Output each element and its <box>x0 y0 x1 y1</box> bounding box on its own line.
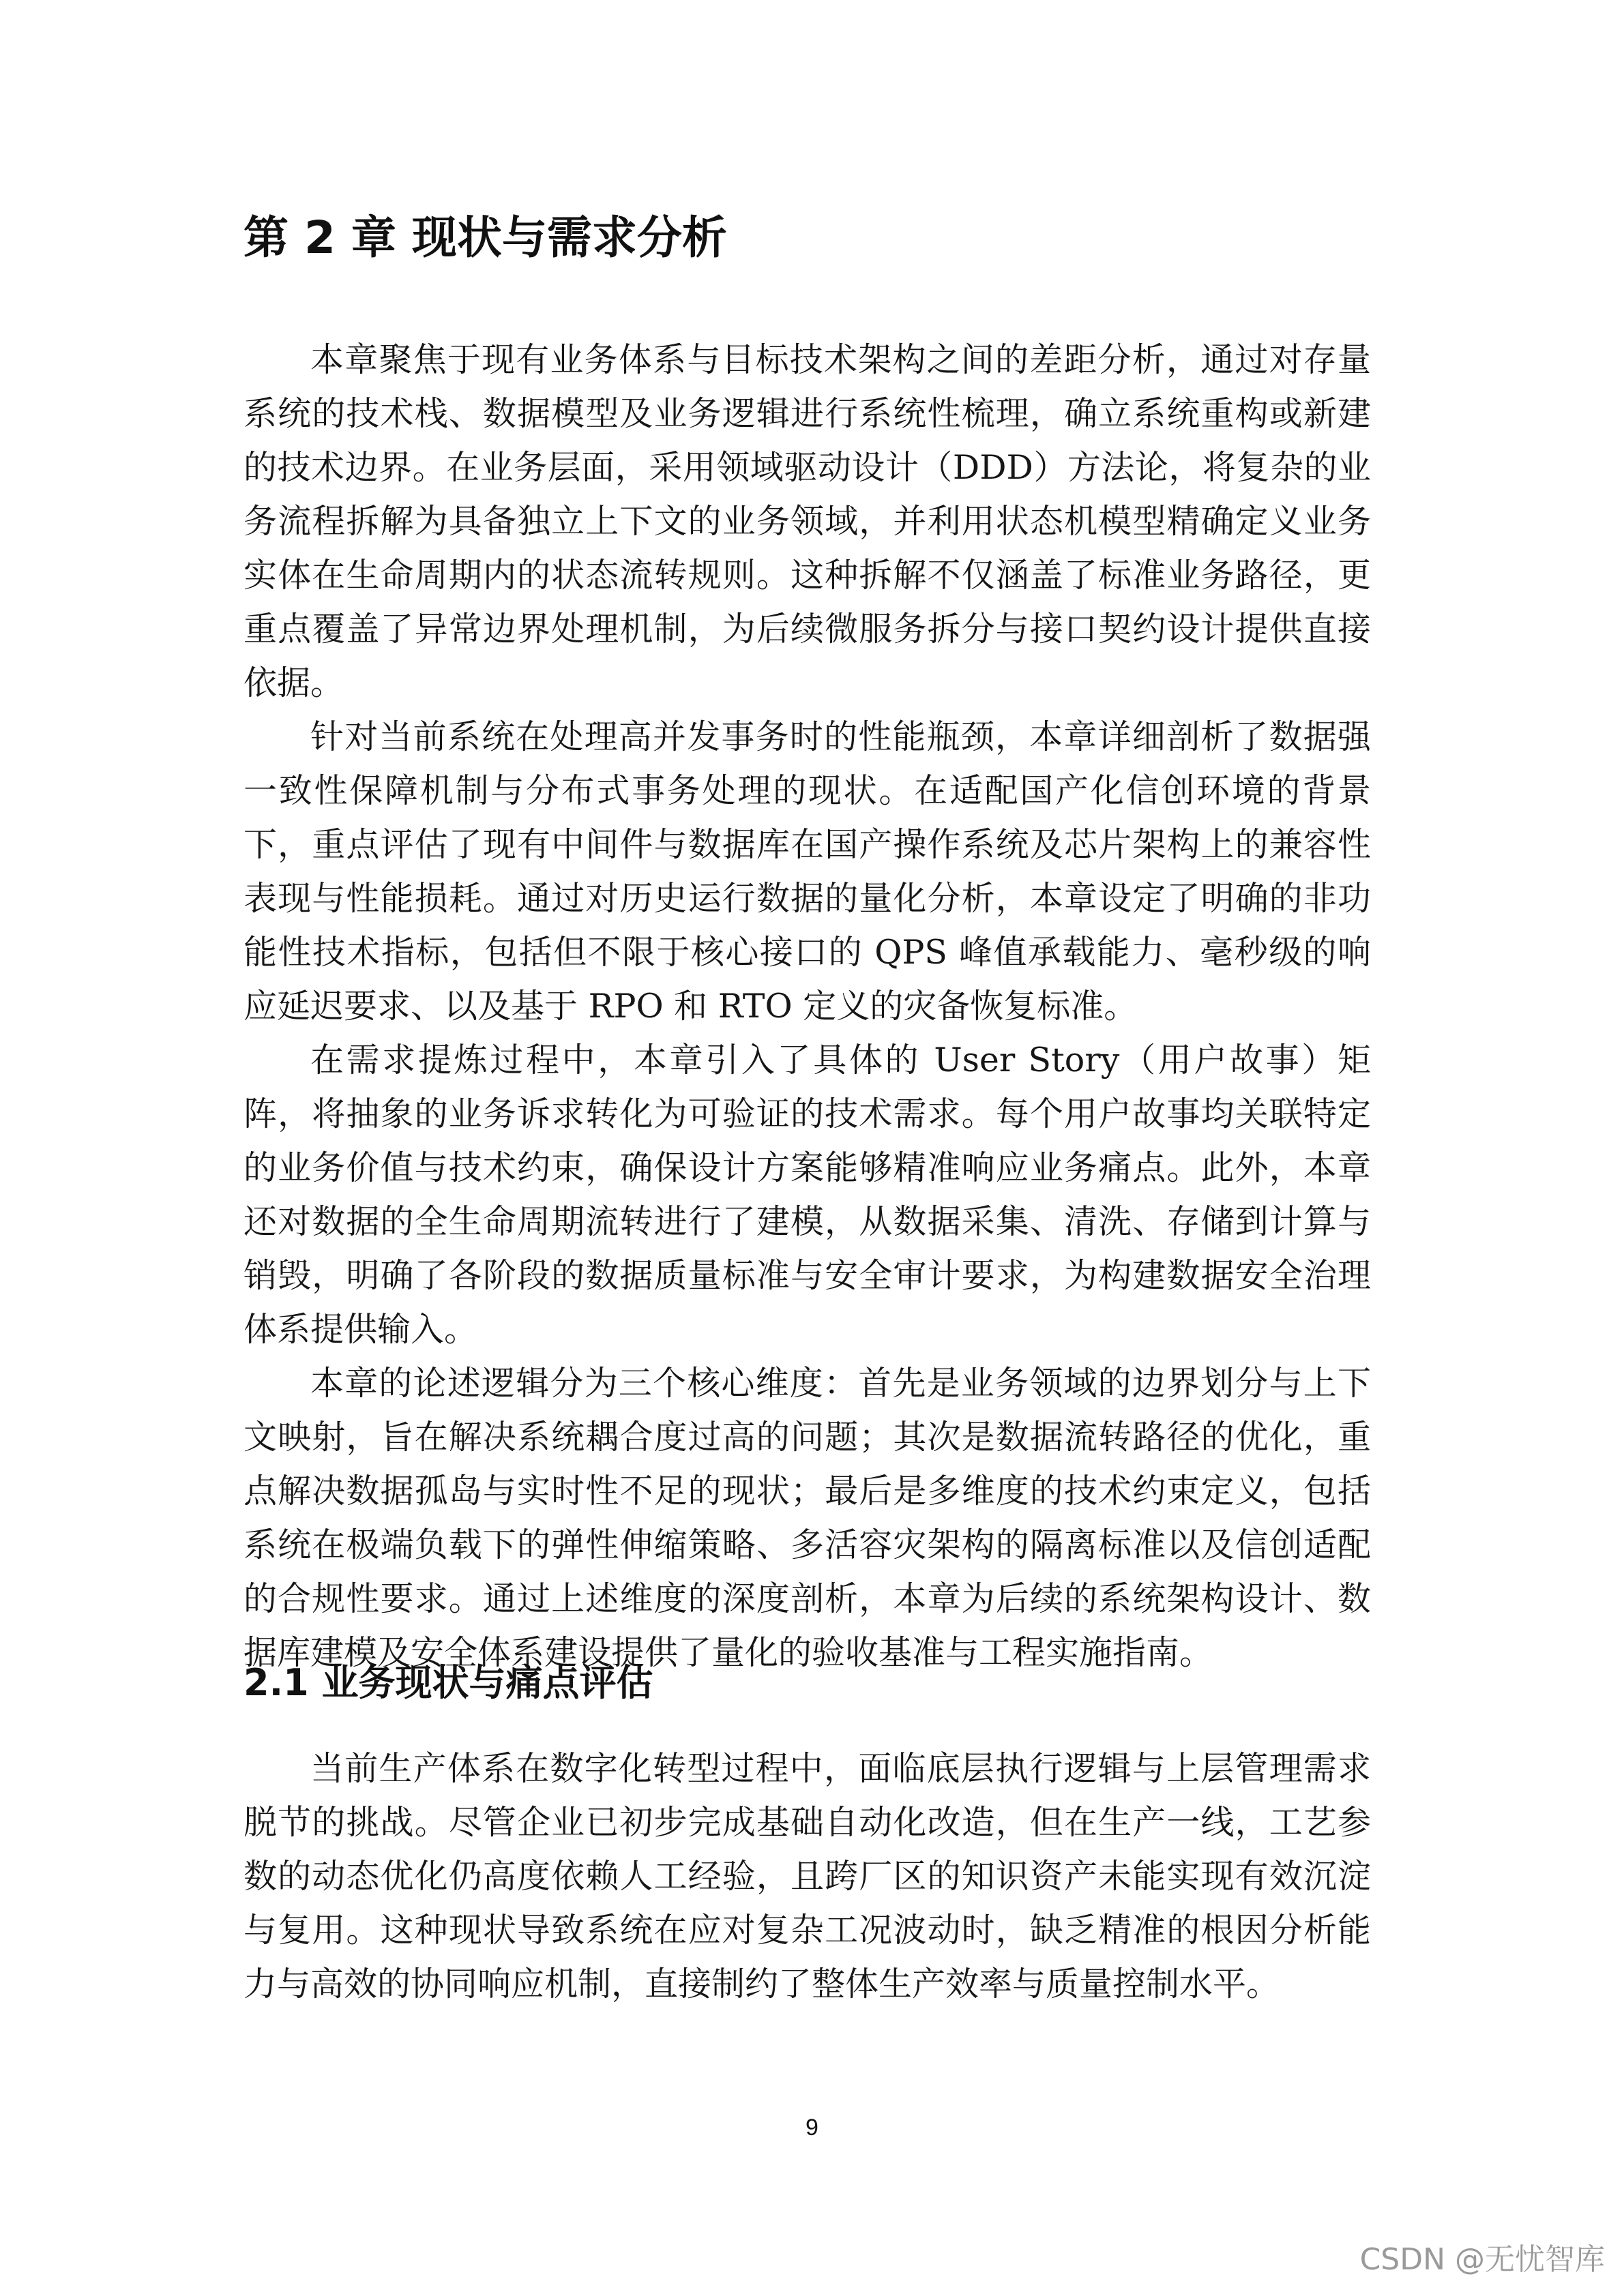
section-body <box>243 1742 1371 2011</box>
section-title: 2.1 业务现状与痛点评估 <box>243 1661 653 1704</box>
chapter-title: 第 2 章 现状与需求分析 <box>243 211 727 264</box>
page-number: 9 <box>806 2115 818 2141</box>
paragraph: 本章的论述逻辑分为三个核心维度：首先是业务领域的边界划分与上下文映射，旨在解决系统耦合度过高的问题；其次是数据流转路径的优化，重点解决数据孤岛与实时性不足的现状；最后是多维度的技术约束定义，包括系统在极端负载下的弹性伸缩策略、多活容灾架构的隔离标准以及信创适配的合规性要求。通过上述维度的深度剖析，本章为后续的系统架构设计、数据库建模及安全体系建设提供了量化的验收基准与工程实施指南。 <box>243 1364 1371 1672</box>
paragraph: 当前生产体系在数字化转型过程中，面临底层执行逻辑与上层管理需求脱节的挑战。尽管企业已初步完成基础自动化改造，但在生产一线，工艺参数的动态优化仍高度依赖人工经验，且跨厂区的知识资产未能实现有效沉淀与复用。这种现状导致系统在应对复杂工况波动时，缺乏精准的根因分析能力与高效的协同响应机制，直接制约了整体生产效率与质量控制水平。 <box>243 1749 1371 2003</box>
chapter-intro <box>243 333 1371 1680</box>
paragraph: 本章聚焦于现有业务体系与目标技术架构之间的差距分析，通过对存量系统的技术栈、数据模型及业务逻辑进行系统性梳理，确立系统重构或新建的技术边界。在业务层面，采用领域驱动设计（DDD）方法论，将复杂的业务流程拆解为具备独立上下文的业务领域，并利用状态机模型精确定义业务实体在生命周期内的状态流转规则。这种拆解不仅涵盖了标准业务路径，更重点覆盖了异常边界处理机制，为后续微服务拆分与接口契约设计提供直接依据。 <box>243 340 1371 702</box>
watermark: CSDN @无忧智库 <box>1359 2242 1605 2277</box>
paragraph: 针对当前系统在处理高并发事务时的性能瓶颈，本章详细剖析了数据强一致性保障机制与分布式事务处理的现状。在适配国产化信创环境的背景下，重点评估了现有中间件与数据库在国产操作系统及芯片架构上的兼容性表现与性能损耗。通过对历史运行数据的量化分析，本章设定了明确的非功能性技术指标，包括但不限于核心接口的 QPS 峰值承载能力、毫秒级的响应延迟要求、以及基于 RPO 和 RTO 定义的灾备恢复标准。 <box>243 717 1371 1026</box>
paragraph: 在需求提炼过程中，本章引入了具体的 User Story（用户故事）矩阵，将抽象的业务诉求转化为可验证的技术需求。每个用户故事均关联特定的业务价值与技术约束，确保设计方案能够精准响应业务痛点。此外，本章还对数据的全生命周期流转进行了建模，从数据采集、清洗、存储到计算与销毁，明确了各阶段的数据质量标准与安全审计要求，为构建数据安全治理体系提供输入。 <box>243 1041 1371 1349</box>
